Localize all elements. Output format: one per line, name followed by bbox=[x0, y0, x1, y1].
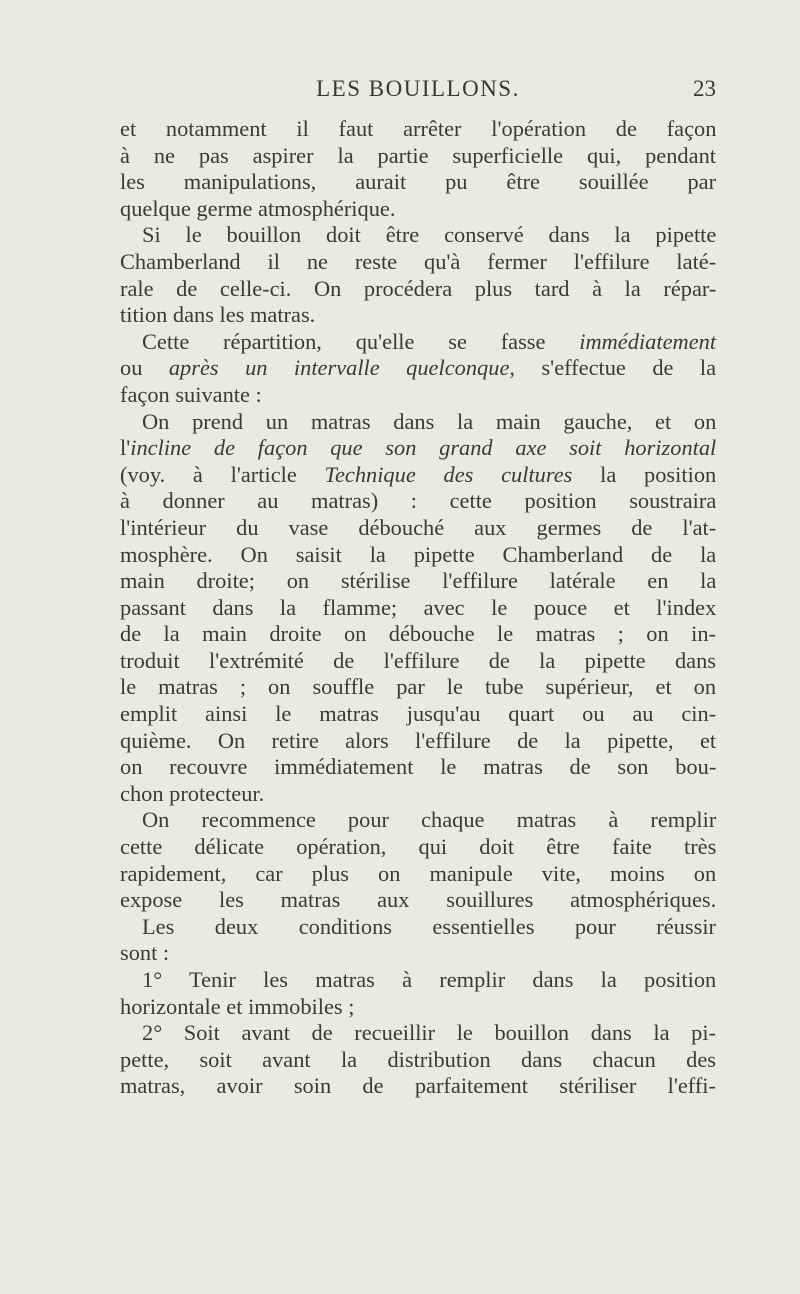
text-line bbox=[120, 143, 716, 170]
text-line bbox=[120, 754, 716, 781]
text-line bbox=[120, 329, 716, 356]
text-run: Les deux conditions essentielles pour réussir bbox=[142, 913, 716, 939]
text-line bbox=[120, 462, 716, 489]
text-line bbox=[120, 674, 716, 701]
text-run: mosphère. On saisit la pipette Chamberland de la bbox=[120, 541, 717, 567]
text-run: Si le bouillon doit être conservé dans la pipette bbox=[142, 222, 717, 248]
text-run: et notamment il faut arrêter l'opération de façon bbox=[120, 116, 717, 141]
text-run: les manipulations, aurait pu être souillée par bbox=[120, 169, 717, 195]
text-run: tition dans les matras. bbox=[120, 302, 316, 328]
text-run: (voy. à l'article bbox=[120, 461, 325, 487]
text-run: troduit l'extrémité de l'effilure de la pipette dans bbox=[120, 647, 716, 673]
text-line bbox=[120, 648, 716, 675]
text-line bbox=[120, 276, 716, 303]
text-run: de la main droite on débouche le matras ; on in- bbox=[120, 621, 716, 647]
text-line bbox=[120, 781, 716, 808]
text-run: façon suivante : bbox=[120, 381, 262, 407]
text-line bbox=[120, 302, 716, 329]
text-run: l' bbox=[120, 435, 131, 461]
text-run: le matras ; on souffle par le tube supérieur, et on bbox=[120, 674, 717, 700]
text-line bbox=[120, 249, 716, 276]
text-line bbox=[120, 940, 716, 967]
text-run: emplit ainsi le matras jusqu'au quart ou au cin- bbox=[120, 701, 717, 727]
text-line bbox=[120, 116, 716, 143]
text-line bbox=[120, 568, 716, 595]
text-line bbox=[120, 435, 716, 462]
text-run: on recouvre immédiatement le matras de son bou- bbox=[120, 754, 717, 780]
text-line bbox=[120, 914, 716, 941]
text-line bbox=[120, 222, 716, 249]
page-number: 23 bbox=[693, 76, 716, 101]
italic-run: immédiatement bbox=[579, 328, 717, 354]
text-run: On prend un matras dans la main gauche, et on bbox=[142, 408, 717, 434]
running-head bbox=[120, 76, 716, 106]
text-line bbox=[120, 542, 716, 569]
text-line bbox=[120, 728, 716, 755]
text-run: la position bbox=[572, 461, 717, 487]
body-text bbox=[120, 116, 716, 1100]
text-run: On recommence pour chaque matras à remplir bbox=[142, 807, 717, 833]
text-line bbox=[120, 515, 716, 542]
text-run: passant dans la flamme; avec le pouce et l'index bbox=[120, 594, 717, 620]
text-line bbox=[120, 1047, 716, 1074]
italic-run: Technique des cultures bbox=[324, 461, 573, 487]
text-line bbox=[120, 488, 716, 515]
text-run: horizontale et immobiles ; bbox=[120, 993, 355, 1019]
text-run: 1° Tenir les matras à remplir dans la position bbox=[142, 967, 717, 992]
text-line bbox=[120, 834, 716, 861]
text-run: matras, avoir soin de parfaitement stériliser l'effi- bbox=[120, 1073, 716, 1099]
text-run: rapidement, car plus on manipule vite, moins on bbox=[120, 860, 717, 886]
text-run: main droite; on stérilise l'effilure latérale en la bbox=[120, 568, 717, 594]
text-run: l'intérieur du vase débouché aux germes de l'at- bbox=[120, 514, 717, 540]
chapter-title: LES BOUILLONS. bbox=[316, 76, 520, 101]
text-line bbox=[120, 169, 716, 196]
text-line bbox=[120, 595, 716, 622]
text-line bbox=[120, 967, 716, 994]
text-line bbox=[120, 861, 716, 888]
text-run: Chamberland il ne reste qu'à fermer l'effilure laté- bbox=[120, 248, 717, 274]
text-run: 2° Soit avant de recueillir le bouillon dans la pi- bbox=[142, 1020, 716, 1046]
text-run: pette, soit avant la distribution dans chacun des bbox=[120, 1046, 716, 1072]
text-run: cette délicate opération, qui doit être faite très bbox=[120, 834, 717, 860]
text-run: sont : bbox=[120, 940, 170, 966]
text-run: à donner au matras) : cette position soustraira bbox=[120, 488, 717, 514]
text-line bbox=[120, 409, 716, 436]
text-run: chon protecteur. bbox=[120, 780, 265, 806]
text-line bbox=[120, 1073, 716, 1100]
text-run: quelque germe atmosphérique. bbox=[120, 195, 396, 221]
text-line bbox=[120, 1020, 716, 1047]
text-run: ou bbox=[120, 355, 169, 381]
text-run: à ne pas aspirer la partie superficielle qui, pendant bbox=[120, 142, 716, 168]
text-line bbox=[120, 196, 716, 223]
text-line bbox=[120, 355, 716, 382]
text-line bbox=[120, 382, 716, 409]
text-line bbox=[120, 701, 716, 728]
text-run: expose les matras aux souillures atmosphériques. bbox=[120, 887, 717, 913]
text-run: quième. On retire alors l'effilure de la pipette, et bbox=[120, 727, 717, 753]
text-line bbox=[120, 994, 716, 1021]
text-line bbox=[120, 807, 716, 834]
text-line bbox=[120, 621, 716, 648]
text-run: rale de celle-ci. On procédera plus tard à la répar- bbox=[120, 275, 717, 301]
italic-run: après un intervalle quelconque bbox=[168, 355, 510, 381]
text-line bbox=[120, 887, 716, 914]
italic-run: incline de façon que son grand axe soit horizontal bbox=[130, 435, 717, 461]
text-run: , s'effectue de la bbox=[509, 355, 717, 381]
text-run: Cette répartition, qu'elle se fasse bbox=[142, 328, 580, 354]
